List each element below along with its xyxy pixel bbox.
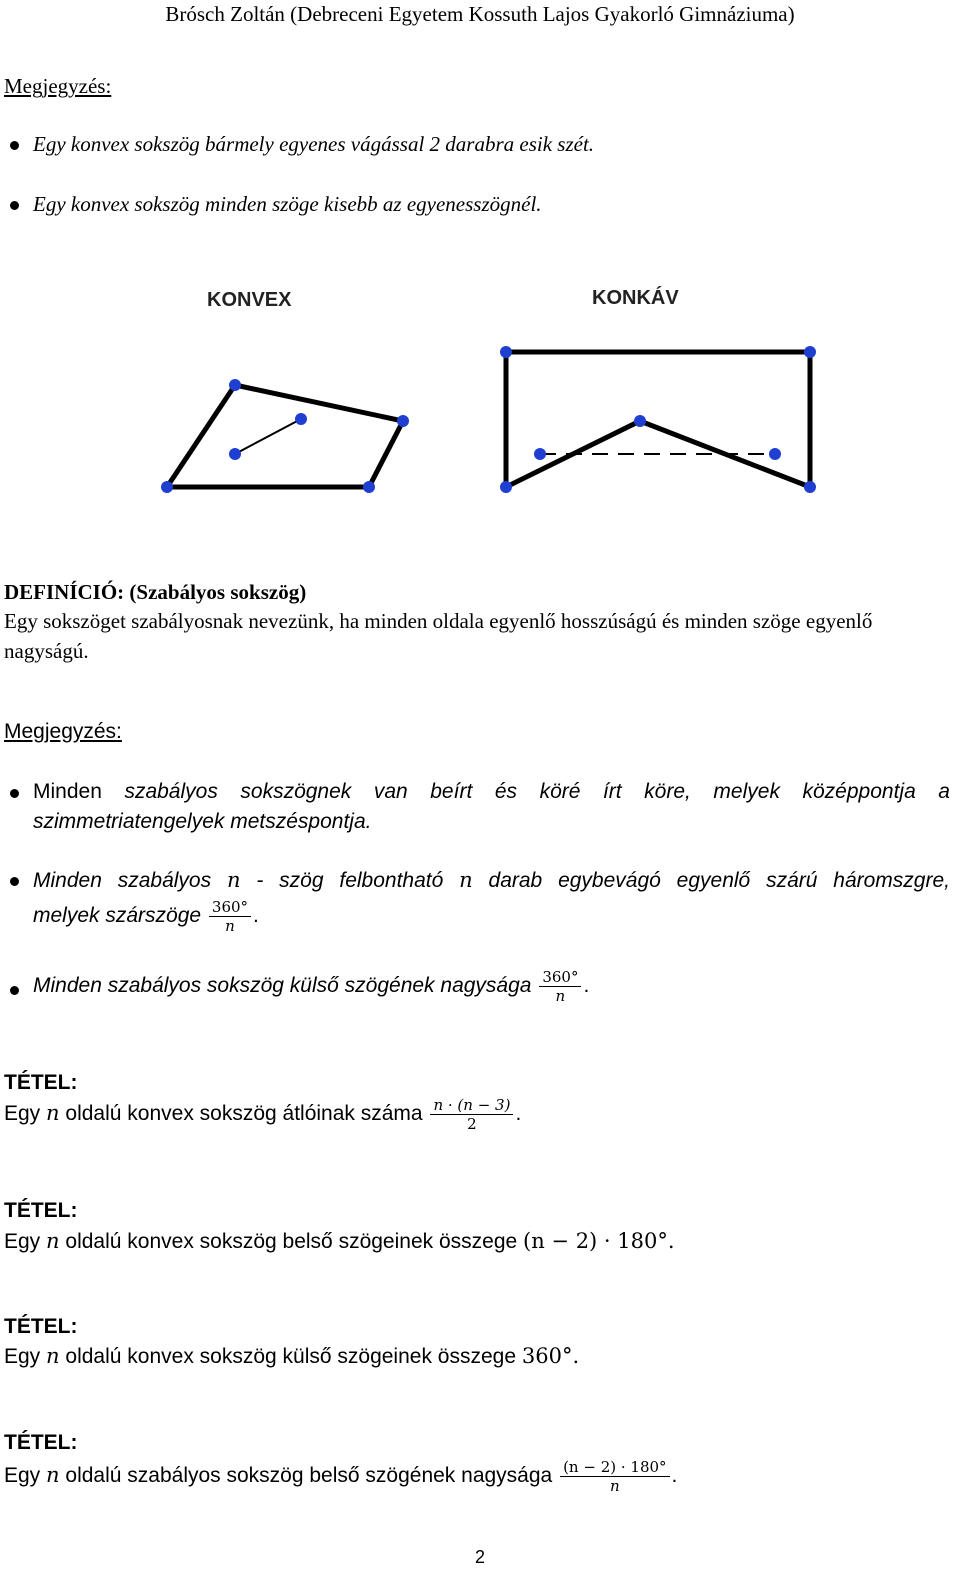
list-item-text: Minden [33,780,102,803]
page-number: 2 [474,1547,485,1567]
polygon-figure [150,330,830,510]
list-item [10,780,950,840]
list-item-line [33,780,950,804]
definition-title: DEFINÍCIÓ: (Szabályos sokszög) [4,580,307,604]
fraction-numerator: 360° [209,898,251,917]
theorem-title: TÉTEL: [4,1071,78,1094]
formula: (n − 2) · 180°. [523,1229,675,1253]
convex-polygon [161,379,409,493]
fraction [430,1096,513,1133]
list-item-text: melyek szárszöge [33,904,202,928]
theorem-text: Egy n oldalú konvex sokszög átlóinak száma $\frac{n \cdot (n - 3)}{2}$ . [4,1096,522,1133]
math-variable: n [46,1463,60,1488]
concave-label: KONKÁV [592,287,679,309]
fraction-numerator: (n − 2) · 180° [560,1458,669,1477]
list-item-text: Minden szabályos sokszög külső szögének nagysága [33,974,532,998]
theorem-title: TÉTEL: [4,1315,78,1338]
bullet-dot [10,141,19,150]
list-item-text: Minden szabályos [33,869,212,892]
theorem-text: Egy n oldalú konvex sokszög belső szögeinek összege (n − 2) · 180°. [4,1229,675,1253]
vertex-point [804,481,816,493]
math-variable: n [226,868,241,892]
vertex-point [804,346,816,358]
vertex-point [397,415,409,427]
fraction-denominator: n [225,917,235,935]
fraction-numerator: n · (n − 3) [430,1096,513,1115]
fraction-numerator: 360° [539,968,581,987]
bullet-dot [10,789,19,798]
segment-point [295,413,307,425]
fraction [539,968,581,1005]
vertex-point [161,481,173,493]
vertex-point [229,379,241,391]
note-title: Megjegyzés: [4,74,112,98]
fraction [209,898,251,935]
bullet-dot [10,877,19,886]
list-item-text: szimmetriatengelyek metszéspontja. [33,810,372,833]
vertex-point [500,346,512,358]
formula: 360°. [521,1344,580,1368]
theorem-text: Egy n oldalú konvex sokszög külső szögeinek összege 360°. [4,1344,580,1368]
definition-text: Egy sokszöget szabályosnak nevezünk, ha minden oldala egyenlő hosszúságú és minden szöge egyenlő nagyságú. [4,609,873,663]
vertex-point [363,481,375,493]
list-item-text: Egy konvex sokszög bármely egyenes vágással 2 darabra esik szét. [33,132,595,156]
math-variable: n [459,868,473,892]
fraction-denominator: n [555,987,566,1005]
list-item-text: szabályos sokszögnek van beírt és köré írt köre, melyek középpontja a [124,780,950,803]
fraction-denominator: n [609,1477,620,1495]
list-item-line: melyek szárszöge $\frac{360^\circ}{n}$ . [33,898,259,935]
math-variable: n [46,1101,60,1126]
math-variable: n [46,1344,60,1368]
theorem-title: TÉTEL: [4,1431,78,1454]
list-item [10,868,950,948]
theorem-text: Egy n oldalú szabályos sokszög belső szögének nagysága $\frac{(n - 2) \cdot 180^\circ}{n}$ . [4,1458,678,1495]
convex-label: KONVEX [207,289,292,311]
theorem-title: TÉTEL: [4,1199,78,1222]
fraction [560,1458,669,1495]
bullet-dot [10,201,19,210]
list-item-text: Egy konvex sokszög minden szöge kisebb az egyenesszögnél. [33,192,542,216]
segment-point [229,448,241,460]
list-item-text: darab egybevágó egyenlő szárú háromszgre, [488,869,950,892]
list-item-line [33,868,950,893]
segment-point [769,448,781,460]
list-item-text: - szög felbontható [256,869,444,892]
concave-polygon [500,346,816,493]
vertex-point [634,415,646,427]
segment-point [534,448,546,460]
bullet-dot [10,986,19,995]
fraction-denominator: 2 [467,1115,477,1133]
math-variable: n [46,1229,60,1253]
page-header: Brósch Zoltán (Debreceni Egyetem Kossuth Lajos Gyakorló Gimnáziuma) [165,2,795,26]
note-title: Megjegyzés: [4,720,122,743]
vertex-point [500,481,512,493]
list-item-line: Minden szabályos sokszög külső szögének nagysága $\frac{360^\circ}{n}$ . [33,968,590,1005]
